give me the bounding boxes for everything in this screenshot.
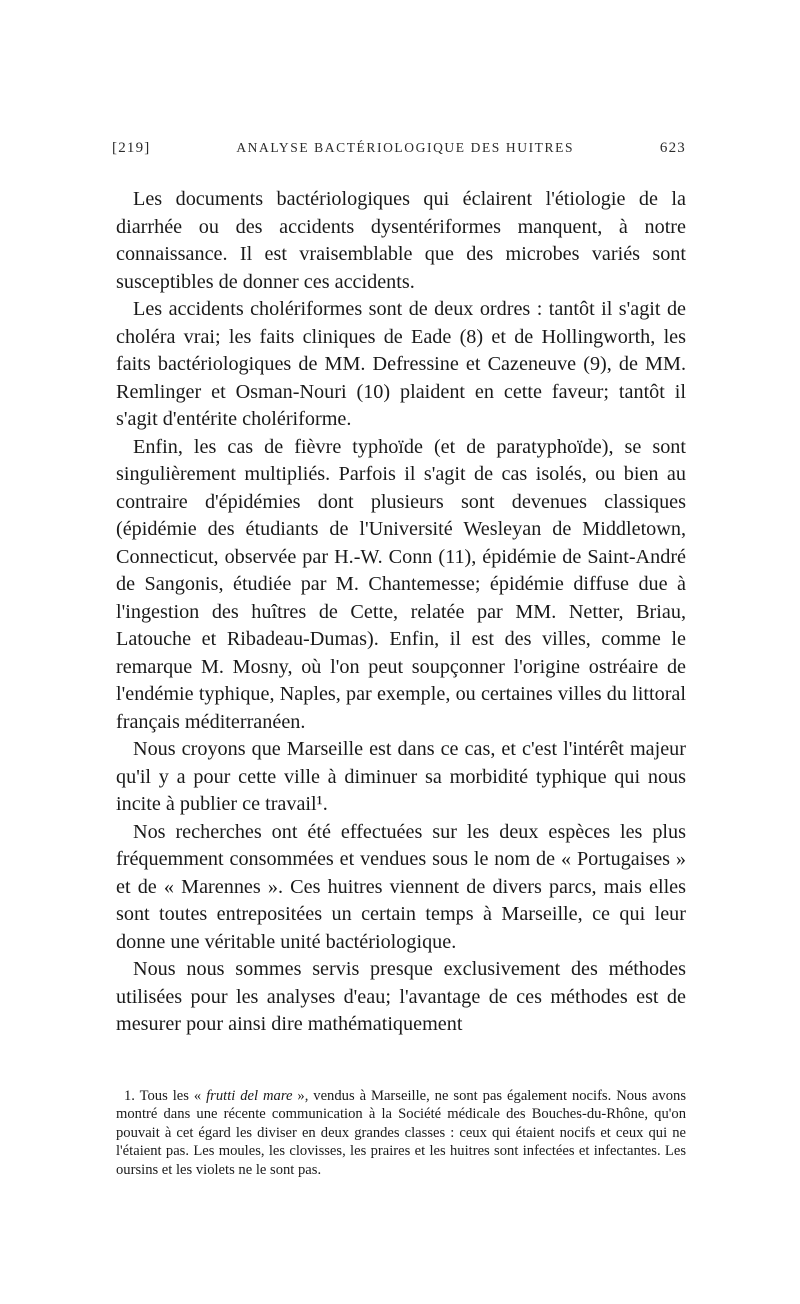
paragraph: Les documents bactériologiques qui éclairent l'étiologie de la diarrhée ou des accidents dysentériformes manquent, à notre connaissance. Il est vraisemblable que des microbes variés sont susceptibles de donner ces accidents. [116,188,686,293]
footnote-text [116,1087,686,1180]
page [112,140,686,1179]
page-number: 623 [659,140,686,156]
paragraph: Enfin, les cas de fièvre typhoïde (et de paratyphoïde), se sont singulièrement multipliés. Parfois il s'agit de cas isolés, ou bien au contraire d'épidémies dont plusieurs sont devenues classiques (épidémie des étudiants de l'Université Wesleyan de Middletown, Connecticut, observée par H.-W. Conn (11), épidémie de Saint-André de Sangonis, étudiée par M. Chantemesse; épidémie diffuse due à l'ingestion des huîtres de Cette, relatée par MM. Netter, Briau, Latouche et Ribadeau-Dumas). Enfin, il est des villes, comme le remarque M. Mosny, où l'on peut soupçonner l'origine ostréaire de l'endémie typhique, Naples, par exemple, ou certaines villes du littoral français méditerranéen. [116,435,686,733]
footnote-rest: », vendus à Marseille, ne sont pas également nocifs. Nous avons montré dans une récente communication à la Société médicale des Bouches-du-Rhône, qu'on pouvait à cet égard les diviser en deux grandes classes : ceux qui étaient nocifs et ceux qui ne l'étaient pas. Les moules, les clovisses, les praires et les huitres sont infectées et infectantes. Les oursins et les violets ne le sont pas. [116,1087,686,1178]
paragraph: Les accidents cholériformes sont de deux ordres : tantôt il s'agit de choléra vrai; les faits cliniques de Eade (8) et de Hollingworth, les faits bactériologiques de MM. Defressine et Cazeneuve (9), de MM. Remlinger et Osman-Nouri (10) plaident en cette faveur; tantôt il s'agit d'entérite cholériforme. [116,298,686,430]
running-header [112,140,686,170]
paragraph: Nos recherches ont été effectuées sur les deux espèces les plus fréquemment consommées et vendues sous le nom de « Portugaises » et de « Marennes ». Ces huitres viennent de divers parcs, mais elles sont toutes entrepositées un certain temps à Marseille, ce qui leur donne une véritable unité bactériologique. [116,820,686,953]
running-title: ANALYSE BACTÉRIOLOGIQUE DES HUITRES [236,140,575,155]
footnote [116,1087,686,1180]
footnote-italic-term: frutti del mare [206,1087,293,1104]
bracket-page-number: [219] [112,140,151,156]
body-text [116,186,686,1039]
footnote-prefix: 1. Tous les « [124,1087,207,1104]
paragraph: Nous croyons que Marseille est dans ce cas, et c'est l'intérêt majeur qu'il y a pour cette ville à diminuer sa morbidité typhique qui nous incite à publier ce travail¹. [116,738,686,815]
paragraph: Nous nous sommes servis presque exclusivement des méthodes utilisées pour les analyses d'eau; l'avantage de ces méthodes est de mesurer pour ainsi dire mathématiquement [116,958,686,1035]
